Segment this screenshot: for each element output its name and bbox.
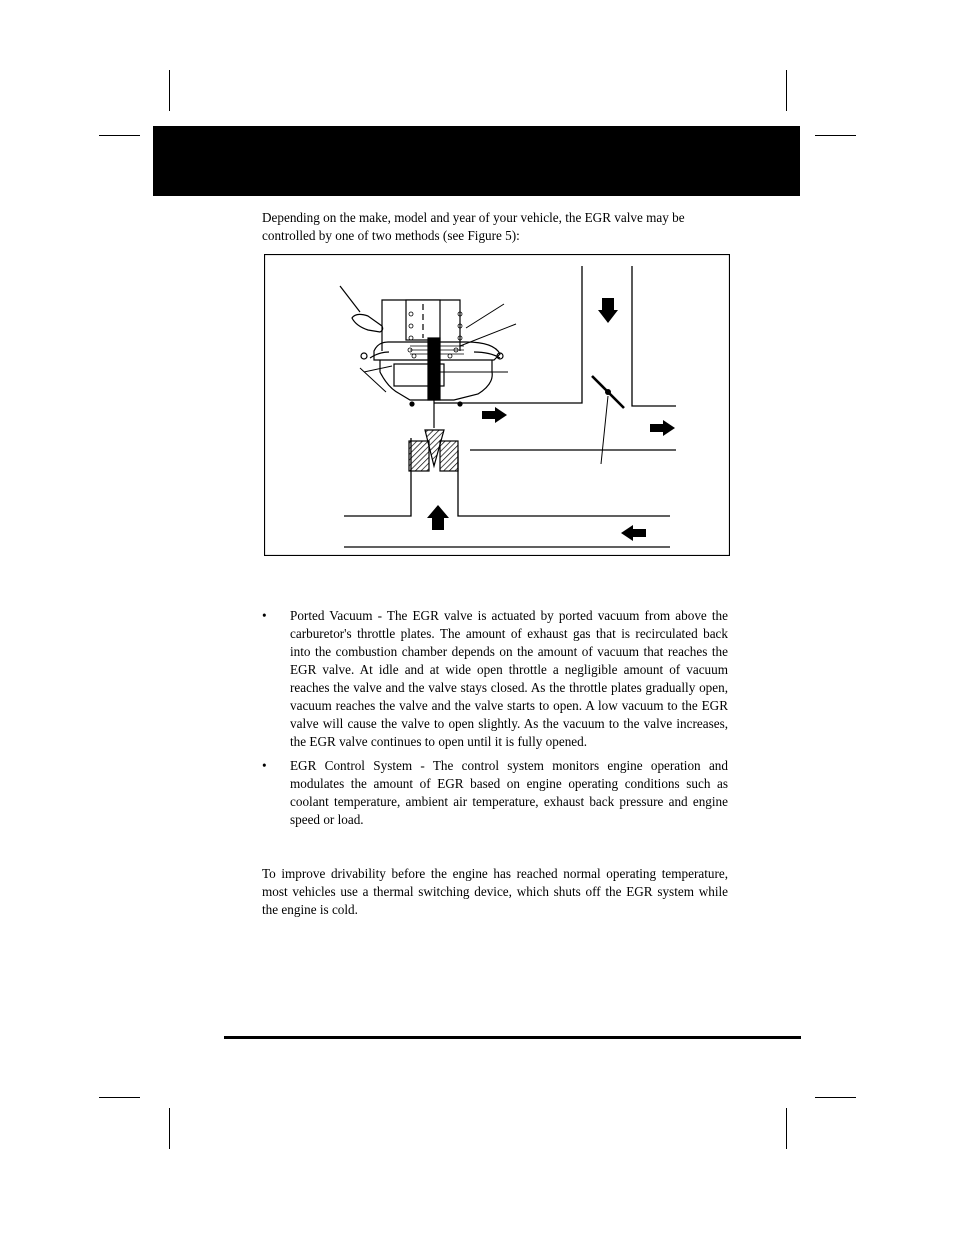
- bullet-text: EGR Control System - The control system monitors engine operation and modulates the amount of EGR based on engine operating conditions such as coolant temperature, ambient air temperature, exhaust back pressure and engine speed or load.: [290, 758, 728, 827]
- passage-lines: [344, 266, 676, 547]
- list-item: [262, 757, 728, 829]
- crop-mark: [99, 1097, 140, 1098]
- flow-arrow-icon: [427, 298, 675, 541]
- crop-mark: [169, 70, 170, 111]
- bullet-marker: •: [262, 608, 267, 623]
- crop-mark: [815, 1097, 856, 1098]
- bullet-marker: •: [262, 758, 267, 773]
- crop-mark: [99, 135, 140, 136]
- list-item: [262, 607, 728, 751]
- crop-mark: [786, 1108, 787, 1149]
- bullet-list: [262, 607, 728, 835]
- valve-seat: [409, 430, 458, 471]
- throttle-plate-icon: [592, 376, 624, 464]
- closing-paragraph: To improve drivability before the engine has reached normal operating temperature, most vehicles use a thermal switching device, which shuts off the EGR system while the engine is cold.: [262, 866, 728, 917]
- vacuum-port-icon: [340, 286, 383, 332]
- intro-paragraph: Depending on the make, model and year of your vehicle, the EGR valve may be controlled by one of two methods (see Figure 5):: [262, 210, 685, 243]
- header-band: [153, 126, 800, 196]
- footer-rule: [224, 1036, 801, 1039]
- crop-mark: [815, 135, 856, 136]
- crop-mark: [169, 1108, 170, 1149]
- bullet-text: Ported Vacuum - The EGR valve is actuated by ported vacuum from above the carburetor's throttle plates. The amount of exhaust gas that is recirculated back into the combustion chamber depends on the amount of vacuum that reaches the EGR valve. At idle and at wide open throttle a negligible amount of vacuum reaches the valve and the valve stays closed. As the throttle plates gradually open, vacuum reaches the valve and the valve starts to open. A low vacuum to the EGR valve will cause the valve to open slightly. As the vacuum to the valve increases, the EGR valve continues to open until it is fully opened.: [290, 608, 728, 749]
- egr-figure: [264, 254, 730, 556]
- crop-mark: [786, 70, 787, 111]
- egr-valve-icon: [361, 300, 503, 428]
